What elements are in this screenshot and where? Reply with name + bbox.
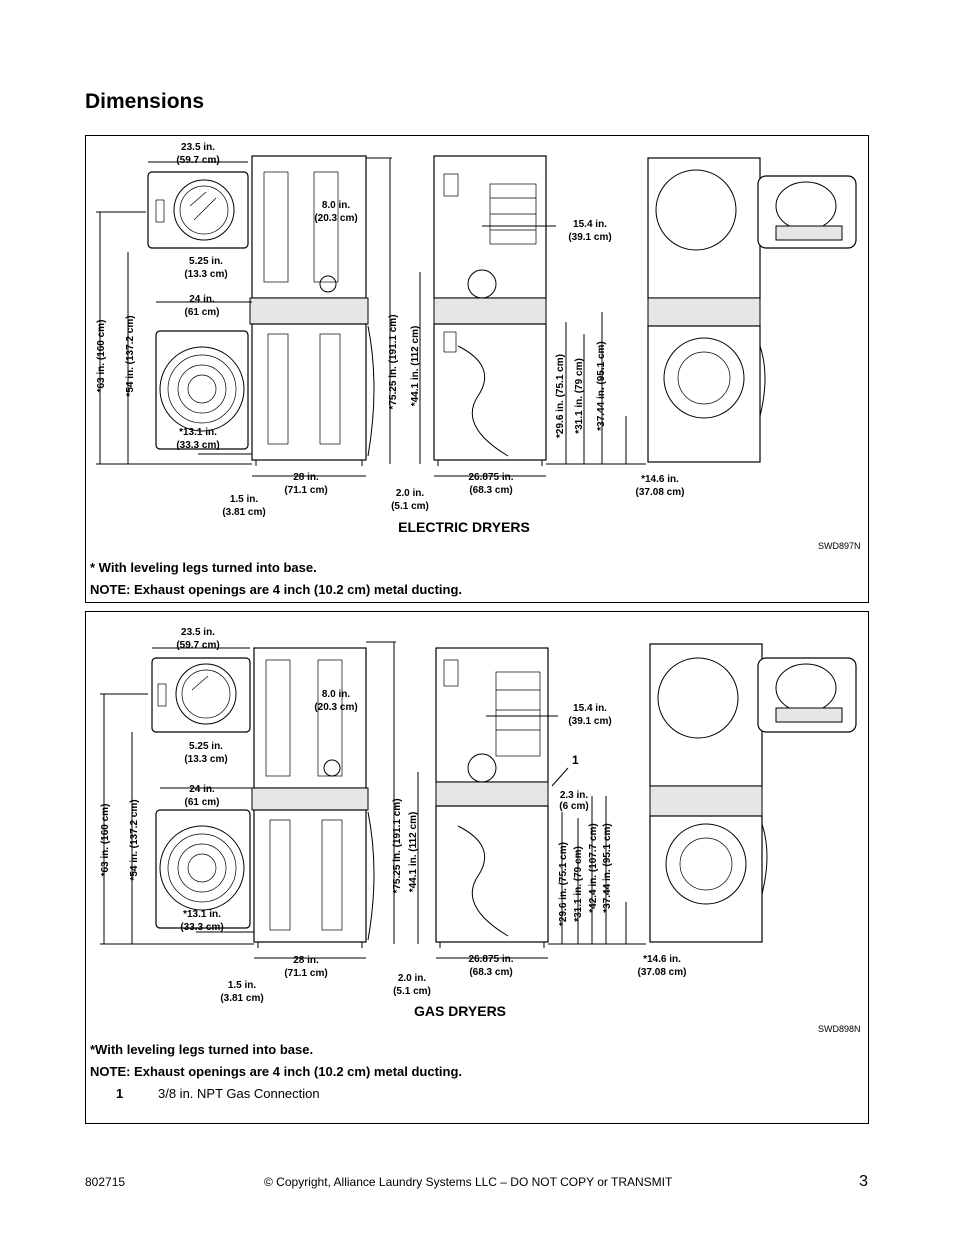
label-h7525: *75.25 in. (191.1 cm) [388, 314, 399, 410]
label-vent-h-2: (20.3 cm) [314, 702, 358, 713]
label-vent-h-1: 8.0 in. [321, 200, 351, 211]
label-h296: *29.6 in. (75.1 cm) [558, 842, 569, 926]
label-depth-2: (71.1 cm) [284, 485, 328, 496]
label-leg-2: (3.81 cm) [222, 507, 266, 518]
label-leg-1: 1.5 in. [229, 494, 259, 505]
label-front-base-1: *14.6 in. [643, 954, 681, 965]
label-rear-w-1: 26.875 in. [468, 472, 514, 483]
label-h7525: *75.25 in. (191.1 cm) [392, 798, 403, 894]
label-vent-off-1: 5.25 in. [189, 256, 223, 267]
label-w-top-1: 23.5 in. [181, 142, 215, 153]
label-back-gap-1: 2.0 in. [397, 973, 427, 984]
label-vent-side-1: 15.4 in. [573, 219, 607, 230]
front-view-stack [650, 644, 856, 942]
label-depth-1: 28 in. [293, 955, 319, 966]
label-h311: *31.1 in. (79 cm) [574, 358, 585, 434]
label-w-bottom-1: 24 in. [189, 784, 215, 795]
label-leg-1: 1.5 in. [227, 980, 257, 991]
electric-dimension-diagram [86, 136, 870, 604]
label-vent-side-2: (39.1 cm) [568, 232, 612, 243]
label-h54: *54 in. (137.2 cm) [129, 799, 140, 881]
gas-note-1: *With leveling legs turned into base. [90, 1042, 314, 1057]
front-view-stack [648, 158, 856, 462]
footer-document-number: 802715 [85, 1175, 126, 1189]
rear-view-stack [436, 648, 548, 948]
label-vent-h-1: 8.0 in. [321, 689, 351, 700]
label-h63: *63 in. (160 cm) [100, 803, 111, 877]
label-door-h-2: (33.3 cm) [176, 440, 220, 451]
side-view-stack [252, 648, 374, 948]
label-gas-off-2: (6 cm) [559, 801, 589, 812]
legend-item-text: 3/8 in. NPT Gas Connection [158, 1086, 320, 1101]
label-depth-2: (71.1 cm) [284, 968, 328, 979]
label-h3744: *37.44 in. (95.1 cm) [596, 341, 607, 431]
label-door-h-1: *13.1 in. [183, 909, 221, 920]
label-door-h-2: (33.3 cm) [180, 922, 224, 933]
electric-note-1: * With leveling legs turned into base. [90, 560, 317, 575]
label-rear-w-1: 26.875 in. [468, 954, 514, 965]
label-front-base-1: *14.6 in. [641, 474, 679, 485]
label-front-base-2: (37.08 cm) [637, 967, 687, 978]
label-front-base-2: (37.08 cm) [635, 487, 685, 498]
label-rear-w-2: (68.3 cm) [469, 485, 513, 496]
top-dryer-door-view [148, 172, 248, 248]
label-w-bottom-2: (61 cm) [184, 797, 220, 808]
label-door-h-1: *13.1 in. [179, 427, 217, 438]
electric-caption: ELECTRIC DRYERS [398, 519, 530, 535]
gas-figure-code: SWD898N [818, 1024, 861, 1034]
electric-note-2: NOTE: Exhaust openings are 4 inch (10.2 cm) metal ducting. [90, 582, 463, 597]
label-vent-side-2: (39.1 cm) [568, 716, 612, 727]
gas-dryers-panel [85, 611, 869, 1124]
label-vent-off-2: (13.3 cm) [184, 754, 228, 765]
label-rear-w-2: (68.3 cm) [469, 967, 513, 978]
side-view-stack [250, 156, 374, 466]
rear-view-stack [434, 156, 546, 466]
label-h54: *54 in. (137.2 cm) [125, 315, 136, 397]
electric-dryers-panel [85, 135, 869, 603]
label-w-bottom-2: (61 cm) [184, 307, 220, 318]
gas-caption: GAS DRYERS [413, 1003, 507, 1019]
label-h296: *29.6 in. (75.1 cm) [555, 354, 566, 438]
page-number: 3 [859, 1173, 868, 1190]
label-vent-off-1: 5.25 in. [189, 741, 223, 752]
label-h3744: *37.44 in. (95.1 cm) [602, 823, 613, 913]
label-back-gap-1: 2.0 in. [395, 488, 425, 499]
legend-item-number: 1 [116, 1086, 124, 1101]
label-h311: *31.1 in. (79 cm) [573, 846, 584, 922]
label-w-bottom-1: 24 in. [189, 294, 215, 305]
label-h424: *42.4 in. (107.7 cm) [588, 823, 599, 913]
label-h441: *44.1 in. (112 cm) [408, 811, 419, 893]
label-vent-off-2: (13.3 cm) [184, 269, 228, 280]
gas-connection-callout: 1 [572, 753, 579, 767]
label-depth-1: 28 in. [293, 472, 319, 483]
gas-note-2: NOTE: Exhaust openings are 4 inch (10.2 cm) metal ducting. [90, 1064, 463, 1079]
label-leg-2: (3.81 cm) [220, 993, 264, 1004]
footer-copyright: © Copyright, Alliance Laundry Systems LLC – DO NOT COPY or TRANSMIT [264, 1175, 673, 1189]
label-h63: *63 in. (160 cm) [96, 319, 107, 393]
electric-figure-code: SWD897N [818, 541, 861, 551]
page-title: Dimensions [85, 90, 205, 113]
label-vent-side-1: 15.4 in. [573, 703, 607, 714]
label-w-top-2: (59.7 cm) [176, 155, 220, 166]
label-gas-off-1: 2.3 in. [559, 790, 589, 801]
label-back-gap-2: (5.1 cm) [391, 501, 429, 512]
label-vent-h-2: (20.3 cm) [314, 213, 358, 224]
top-dryer-door-view [152, 658, 250, 732]
label-w-top-1: 23.5 in. [181, 627, 215, 638]
label-h441: *44.1 in. (112 cm) [410, 325, 421, 407]
label-back-gap-2: (5.1 cm) [393, 986, 431, 997]
label-w-top-2: (59.7 cm) [176, 640, 220, 651]
